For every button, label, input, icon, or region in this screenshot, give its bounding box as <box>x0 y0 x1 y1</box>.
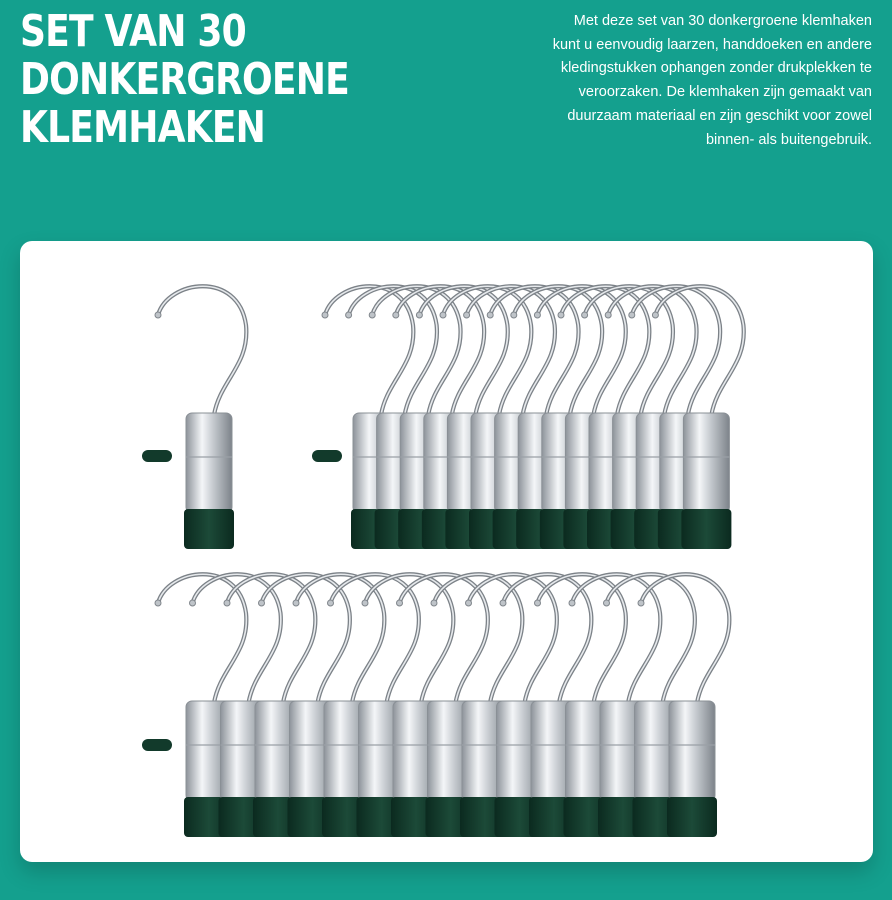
clip-lever-2 <box>312 450 342 462</box>
clip-lever-3 <box>142 739 172 751</box>
page-title <box>20 8 349 152</box>
product-description: Met deze set van 30 donkergroene klemhaken kunt u eenvoudig laarzen, handdoeken en andere kledingstukken ophangen zonder drukplekken te veroorzaken. De klemhaken zijn gemaakt van duurzaam materiaal en zijn geschikt voor zowel binnen- als buitengebruik. <box>552 13 872 148</box>
clip-lever-1 <box>142 450 172 462</box>
product-image-panel <box>20 241 873 862</box>
title-line-3: KLEMHAKEN <box>20 102 266 153</box>
title-line-2: DONKERGROENE <box>20 54 349 105</box>
clip-hanger-1 <box>155 286 246 549</box>
title-line-1: SET VAN 30 <box>20 6 246 57</box>
boot-hanger-clips-image <box>20 241 873 862</box>
